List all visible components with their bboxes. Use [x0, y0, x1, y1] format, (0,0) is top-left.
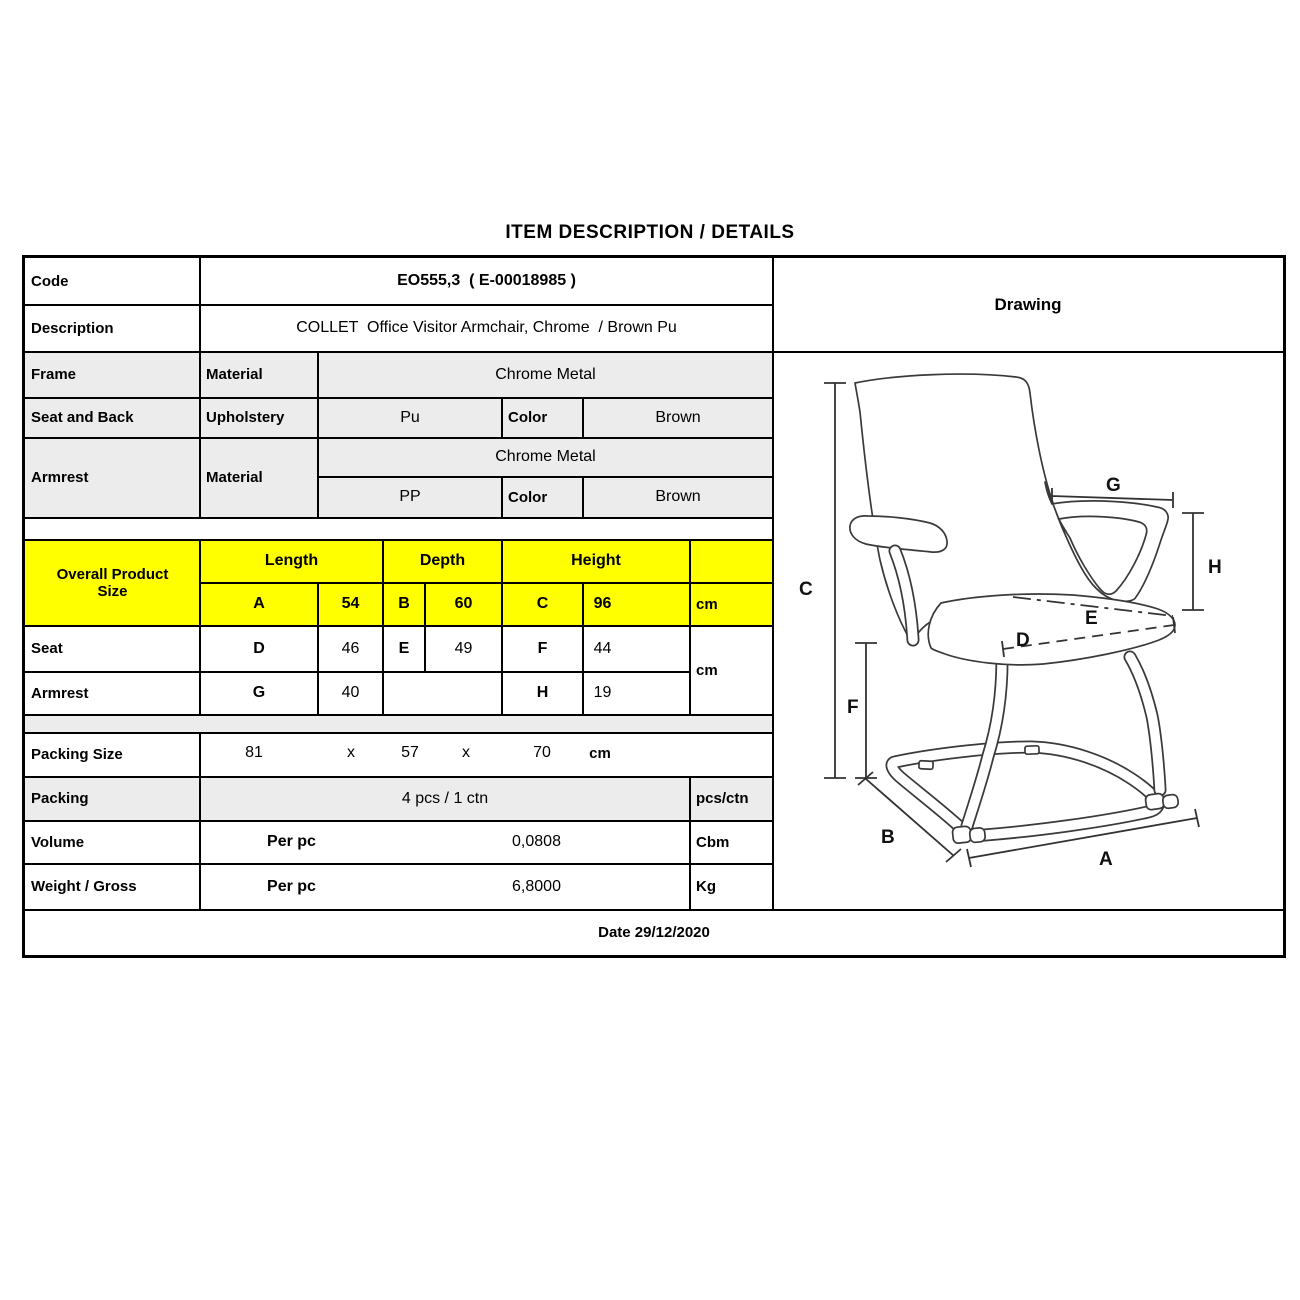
seat-length-value: 46: [341, 639, 360, 657]
volume-label: Volume: [31, 833, 85, 851]
dim-letter-G: G: [252, 684, 266, 702]
code-label: Code: [31, 272, 69, 290]
packing-size-unit: cm: [589, 745, 611, 762]
volume-per-pc: Per pc: [267, 833, 316, 851]
drawing-label-G: G: [1106, 475, 1121, 496]
drawing-label-H: H: [1208, 557, 1222, 578]
description-label: Description: [31, 319, 114, 337]
seat-depth-value: 49: [454, 639, 473, 657]
drawing-label-E: E: [1085, 608, 1098, 629]
date-stamp: Date 29/12/2020: [598, 923, 710, 941]
volume-unit: Cbm: [696, 833, 730, 851]
packing-unit: pcs/ctn: [696, 790, 749, 808]
dim-letter-F: F: [537, 639, 548, 657]
description-value: COLLET Office Visitor Armchair, Chrome / Brown Pu: [296, 319, 677, 337]
frame-material-label: Material: [206, 366, 263, 384]
armrest-dims-label: Armrest: [31, 684, 89, 702]
packing-value: 4 pcs / 1 ctn: [401, 789, 489, 807]
page-title: ITEM DESCRIPTION / DETAILS: [505, 222, 795, 243]
seatback-upholstery-label: Upholstery: [206, 409, 285, 427]
packing-size-value: [200, 733, 773, 777]
frame-label: Frame: [31, 366, 77, 384]
drawing-label-A: A: [1099, 849, 1113, 870]
overall-height-value: 96: [593, 595, 612, 613]
packing-size-x2: x: [462, 744, 470, 761]
dim-letter-A: A: [253, 595, 265, 613]
frame-material-value: Chrome Metal: [495, 365, 596, 383]
armrest-height-value: 19: [593, 684, 612, 702]
depth-header: Depth: [419, 552, 466, 570]
volume-value: 0,0808: [512, 833, 561, 851]
dim-letter-H: H: [536, 684, 549, 702]
dim-line-H: [1182, 513, 1204, 610]
overall-size-label: Overall Product Size: [56, 565, 169, 600]
drawing-label-F: F: [847, 697, 859, 718]
dim-letter-E: E: [398, 639, 410, 657]
spec-table: [22, 255, 1286, 958]
weight-per-pc: Per pc: [267, 877, 316, 895]
seatback-upholstery-value: Pu: [400, 408, 420, 426]
packing-size-v1: 81: [245, 744, 263, 761]
armrest-label: Armrest: [31, 469, 89, 487]
length-header: Length: [264, 552, 319, 570]
armrest-material-label: Material: [206, 469, 263, 487]
seatback-color-value: Brown: [655, 408, 701, 426]
packing-size-v2: 57: [401, 744, 419, 761]
armrest-length-value: 40: [341, 684, 360, 702]
drawing-label-B: B: [881, 827, 895, 848]
packing-size-x1: x: [347, 744, 355, 761]
armrest-color-label: Color: [508, 488, 548, 506]
chair-drawing-area: [773, 352, 1283, 910]
height-header: Height: [571, 552, 621, 570]
drawing-label-D: D: [1016, 630, 1030, 651]
packing-label: Packing: [31, 790, 89, 808]
dim-letter-D: D: [253, 639, 265, 657]
seatback-color-label: Color: [508, 409, 548, 427]
overall-length-value: 54: [341, 595, 360, 613]
armrest-material-value-2: PP: [399, 488, 421, 506]
dim-line-C: [824, 383, 846, 778]
seat-armrest-unit: cm: [696, 661, 718, 679]
drawing-label-C: C: [799, 579, 813, 600]
overall-unit: cm: [696, 595, 718, 613]
separator-band: [25, 715, 773, 733]
packing-size-label: Packing Size: [31, 746, 123, 764]
seatback-label: Seat and Back: [31, 409, 134, 427]
weight-label: Weight / Gross: [31, 878, 137, 896]
armrest-material-value-1: Chrome Metal: [495, 448, 596, 466]
overall-depth-value: 60: [454, 595, 473, 613]
weight-unit: Kg: [696, 878, 716, 896]
drawing-header: Drawing: [994, 295, 1062, 315]
dim-letter-C: C: [536, 595, 549, 613]
code-value: EO555,3 ( E-00018985 ): [397, 272, 576, 290]
weight-value: 6,8000: [512, 877, 561, 895]
seat-height-value: 44: [593, 639, 612, 657]
armrest-color-value: Brown: [655, 488, 701, 506]
chair-line-drawing: [773, 352, 1283, 910]
dim-letter-B: B: [398, 595, 410, 613]
packing-size-v3: 70: [533, 744, 551, 761]
seat-label: Seat: [31, 640, 63, 658]
